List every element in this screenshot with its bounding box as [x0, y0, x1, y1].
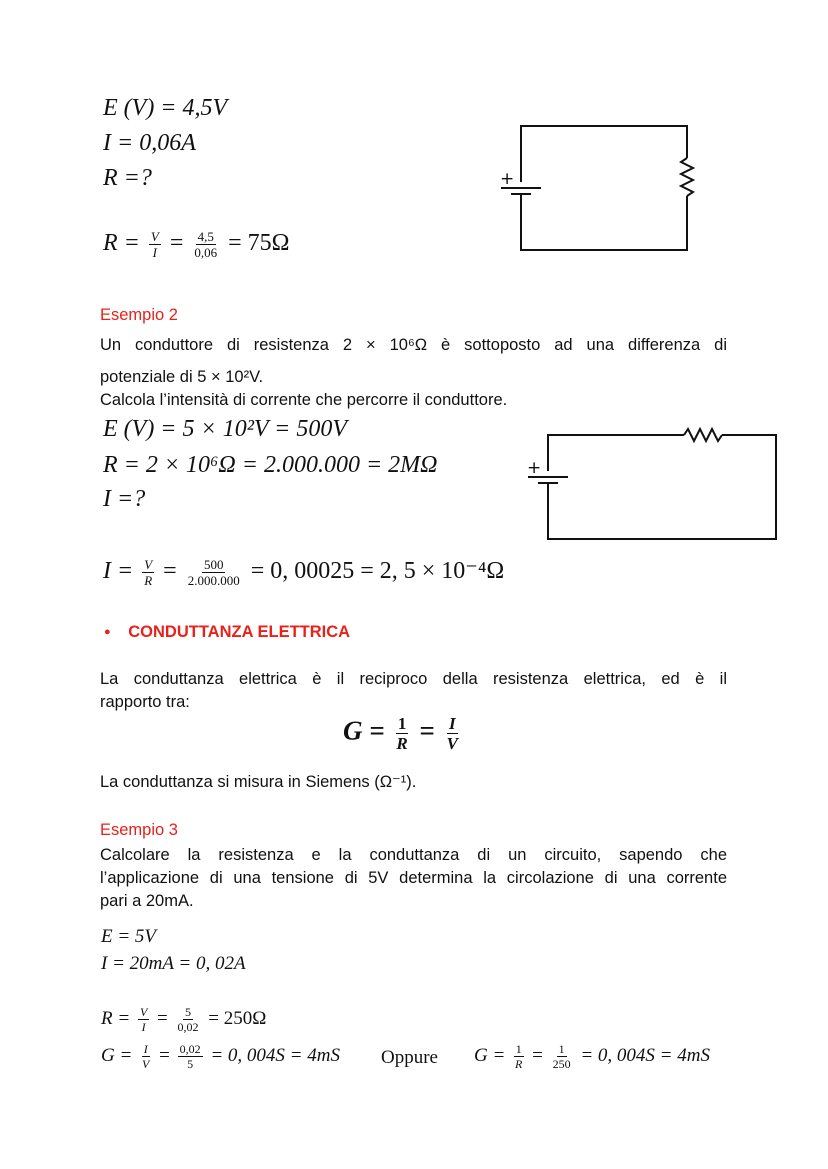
circuit-1-diagram: [495, 120, 705, 260]
ex3-frac-iv: $\frac{I}{V}$: [142, 1042, 150, 1071]
ex2-formula: I = $\frac{V}{R}$ = $\frac{500}{2.000.000}$ = 0, 00025 = 2, 5 × 10⁻⁴Ω: [103, 556, 505, 588]
circuit-1-wire-bottom: [521, 194, 687, 250]
ex1-given-r: R =?: [103, 165, 152, 191]
example-3-line-1: Calcolare la resistenza e la conduttanza di un circuito, sapendo che: [100, 846, 727, 864]
ex3-given-i: I = 20mA = 0, 02A: [101, 953, 246, 974]
ex2-given-i: I =?: [103, 486, 146, 512]
circuit-2-diagram: [522, 425, 784, 545]
ex2-frac-vr: $\frac{V}{R}$: [144, 556, 153, 588]
ex1-given-e: E (V) = 4,5V: [103, 95, 228, 121]
circuit-1-resistor: [681, 158, 693, 196]
circuit-2-wire-top-left: [548, 435, 684, 471]
ex2-frac-values: $\frac{500}{2.000.000}$: [187, 556, 240, 588]
ex3-formula-g-alt: G = $\frac{1}{R}$ = $\frac{1}{250}$ = 0, 004S = 4mS: [474, 1042, 710, 1071]
ex3-formula-g: G = $\frac{I}{V}$ = $\frac{0,02}{5}$ = 0, 004S = 4mS: [101, 1042, 340, 1071]
ex3-frac-1-250: $\frac{1}{250}$: [552, 1042, 571, 1071]
conductance-para-line-1: La conduttanza elettrica è il reciproco della resistenza elettrica, ed è il: [100, 670, 727, 688]
ex2-given-e: E (V) = 5 × 10²V = 500V: [103, 416, 347, 442]
ex1-frac-values: $\frac{4,5}{0,06}$: [194, 229, 218, 260]
example-3-line-3: pari a 20mA.: [100, 892, 194, 910]
ex3-frac-g-values: $\frac{0,02}{5}$: [179, 1042, 201, 1071]
ex3-frac-r-values: $\frac{5}{0,02}$: [177, 1005, 199, 1034]
circuit-1-plus-sign: +: [500, 169, 515, 189]
circuit-2-wire-right-bottom: [548, 435, 776, 539]
ex1-formula: R = $\frac{V}{I}$ = $\frac{4,5}{0,06}$ = 75Ω: [103, 229, 290, 260]
ex1-frac-vi: $\frac{V}{I}$: [150, 229, 159, 260]
example-2-line-1: Un conduttore di resistenza 2 × 10⁶Ω è sottoposto ad una differenza di: [100, 336, 727, 354]
ex3-frac-vi: $\frac{V}{I}$: [139, 1005, 148, 1034]
example-2-line-2: potenziale di 5 × 10²V.: [100, 368, 264, 386]
conductance-heading: CONDUTTANZA ELETTRICA: [128, 623, 351, 641]
example-3-heading: Esempio 3: [100, 821, 178, 839]
circuit-2-resistor: [684, 429, 722, 441]
ex1-given-i: I = 0,06A: [103, 130, 196, 156]
ex3-formula-r: R = $\frac{V}{I}$ = $\frac{5}{0,02}$ = 250Ω: [101, 1005, 267, 1034]
ex3-frac-1-r: $\frac{1}{R}$: [515, 1042, 523, 1071]
ex3-oppure: Oppure: [381, 1047, 438, 1068]
conductance-para-line-2: rapporto tra:: [100, 693, 190, 711]
example-3-line-2: l’applicazione di una tensione di 5V determina la circolazione di una corrente: [100, 869, 727, 887]
conductance-frac-i-v: $\frac{I}{V}$: [446, 714, 458, 753]
bullet-icon: ●: [104, 626, 111, 638]
example-2-heading: Esempio 2: [100, 306, 178, 324]
conductance-section: [104, 621, 350, 646]
conductance-unit-line: La conduttanza si misura in Siemens (Ω⁻¹).: [100, 773, 417, 791]
ex3-given-e: E = 5V: [101, 926, 157, 947]
conductance-frac-1-r: $\frac{1}{R}$: [396, 714, 408, 753]
circuit-2-plus-sign: +: [527, 458, 542, 478]
conductance-formula: G = $\frac{1}{R}$ = $\frac{I}{V}$: [343, 714, 458, 753]
circuit-1-wire-top: [521, 126, 687, 182]
example-2-line-3: Calcola l’intensità di corrente che percorre il conduttore.: [100, 391, 508, 409]
ex2-given-r: R = 2 × 10⁶Ω = 2.000.000 = 2MΩ: [103, 452, 438, 478]
